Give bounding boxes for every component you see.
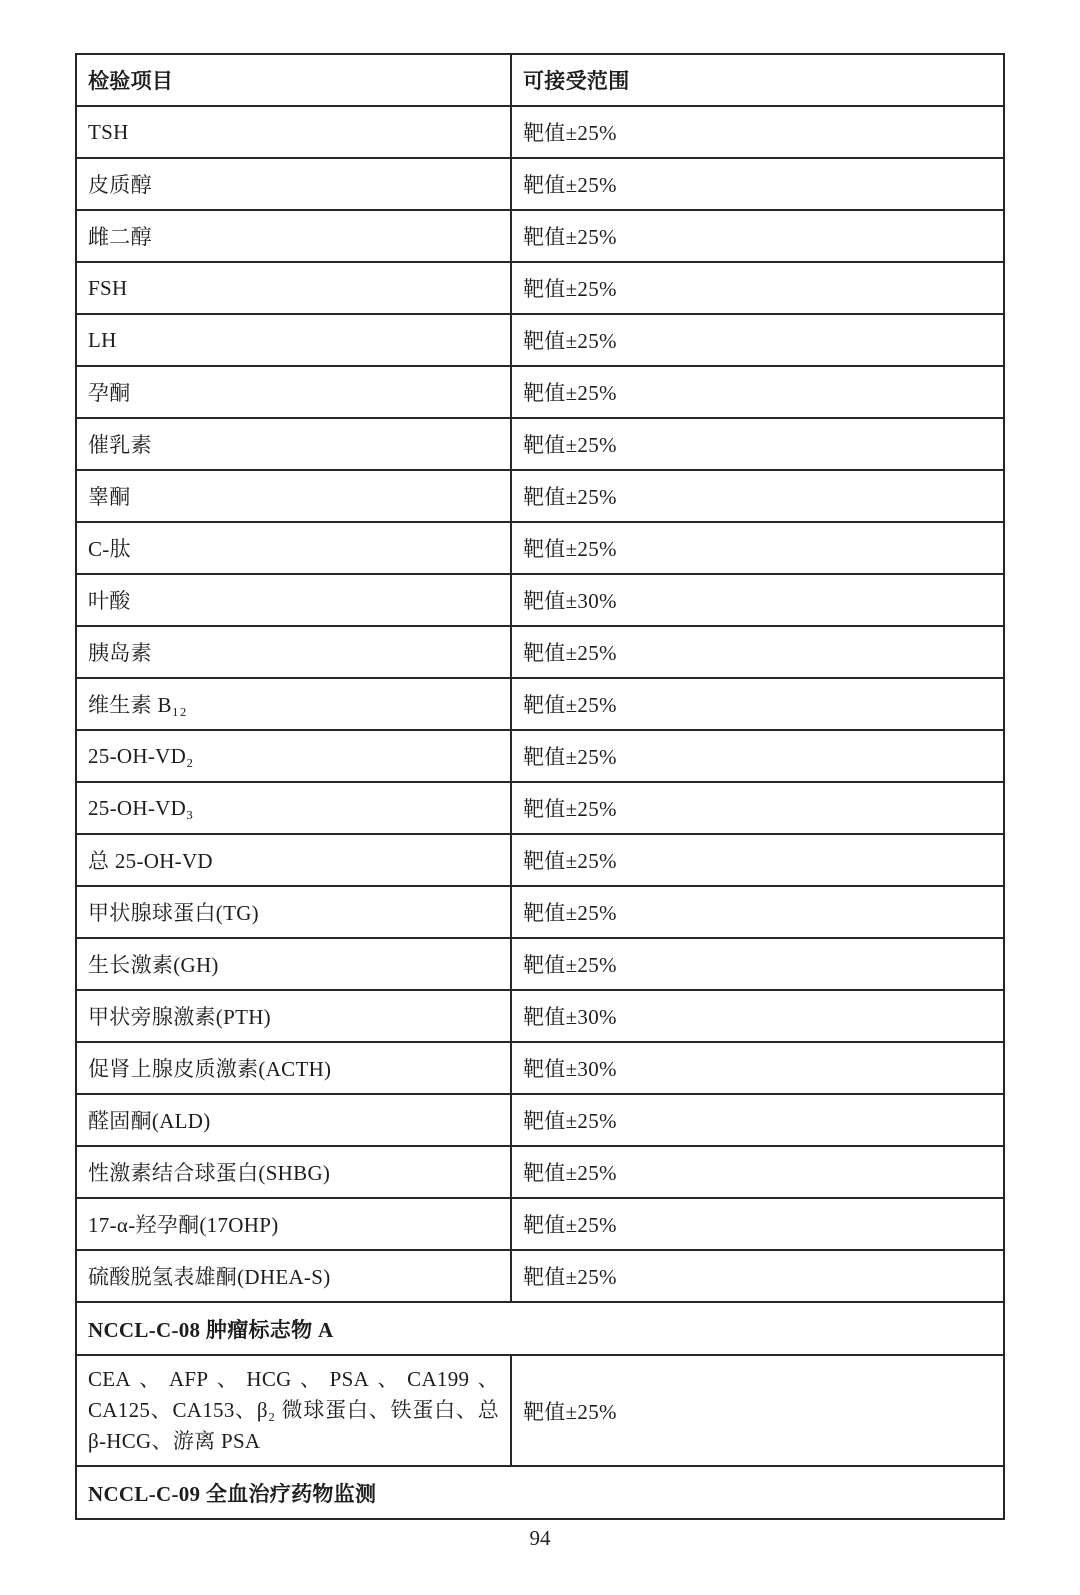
section-title: NCCL-C-09 全血治疗药物监测: [76, 1466, 1004, 1519]
acceptance-range-table: [75, 53, 1005, 1520]
column-header-acceptable-range: 可接受范围: [511, 54, 1004, 106]
section-row: [76, 1302, 1004, 1355]
table-row: [76, 574, 1004, 626]
acceptable-range-cell: 靶值±25%: [511, 314, 1004, 366]
test-item-cell: CEA、AFP、HCG、PSA、CA199、CA125、CA153、β₂ 微球蛋白、铁蛋白、总 β-HCG、游离 PSA: [76, 1355, 511, 1466]
table-row: [76, 1355, 1004, 1466]
section-row: [76, 1466, 1004, 1519]
column-header-test-item: 检验项目: [76, 54, 511, 106]
test-item-cell: 雌二醇: [76, 210, 511, 262]
acceptable-range-cell: 靶值±30%: [511, 990, 1004, 1042]
test-item-cell: 醛固酮(ALD): [76, 1094, 511, 1146]
acceptable-range-cell: 靶值±25%: [511, 470, 1004, 522]
acceptable-range-cell: 靶值±25%: [511, 106, 1004, 158]
acceptable-range-cell: 靶值±25%: [511, 730, 1004, 782]
table-row: [76, 782, 1004, 834]
acceptable-range-cell: 靶值±25%: [511, 210, 1004, 262]
acceptable-range-cell: 靶值±25%: [511, 1198, 1004, 1250]
acceptable-range-cell: 靶值±25%: [511, 886, 1004, 938]
table-row: [76, 314, 1004, 366]
test-item-cell: 催乳素: [76, 418, 511, 470]
test-item-cell: 生长激素(GH): [76, 938, 511, 990]
test-item-cell: 皮质醇: [76, 158, 511, 210]
acceptable-range-cell: 靶值±25%: [511, 158, 1004, 210]
acceptable-range-cell: 靶值±30%: [511, 574, 1004, 626]
test-item-cell: LH: [76, 314, 511, 366]
table-row: [76, 106, 1004, 158]
acceptable-range-cell: 靶值±25%: [511, 938, 1004, 990]
table-row: [76, 470, 1004, 522]
page-number: 94: [529, 1526, 551, 1550]
test-item-cell: 25-OH-VD₂: [76, 730, 511, 782]
acceptable-range-cell: 靶值±25%: [511, 834, 1004, 886]
table-row: [76, 886, 1004, 938]
test-item-cell: FSH: [76, 262, 511, 314]
table-row: [76, 834, 1004, 886]
test-item-cell: 17-α-羟孕酮(17OHP): [76, 1198, 511, 1250]
acceptable-range-cell: 靶值±25%: [511, 418, 1004, 470]
table-row: [76, 1094, 1004, 1146]
acceptable-range-cell: 靶值±25%: [511, 1355, 1004, 1466]
acceptable-range-cell: 靶值±25%: [511, 782, 1004, 834]
test-item-cell: 25-OH-VD₃: [76, 782, 511, 834]
test-item-cell: 总 25-OH-VD: [76, 834, 511, 886]
table-row: [76, 678, 1004, 730]
test-item-cell: 叶酸: [76, 574, 511, 626]
test-item-cell: 性激素结合球蛋白(SHBG): [76, 1146, 511, 1198]
table-row: [76, 938, 1004, 990]
table-row: [76, 418, 1004, 470]
acceptable-range-cell: 靶值±25%: [511, 1146, 1004, 1198]
table-row: [76, 1198, 1004, 1250]
acceptable-range-cell: 靶值±25%: [511, 1250, 1004, 1302]
header-row: [76, 54, 1004, 106]
table-row: [76, 366, 1004, 418]
table-row: [76, 1250, 1004, 1302]
acceptable-range-cell: 靶值±25%: [511, 1094, 1004, 1146]
test-item-cell: TSH: [76, 106, 511, 158]
table-row: [76, 730, 1004, 782]
acceptable-range-cell: 靶值±25%: [511, 522, 1004, 574]
test-item-cell: 胰岛素: [76, 626, 511, 678]
table-body: [76, 106, 1004, 1519]
test-item-cell: 甲状腺球蛋白(TG): [76, 886, 511, 938]
acceptable-range-cell: 靶值±25%: [511, 262, 1004, 314]
test-item-cell: 孕酮: [76, 366, 511, 418]
table-row: [76, 522, 1004, 574]
test-item-cell: 睾酮: [76, 470, 511, 522]
test-item-cell: 维生素 B₁₂: [76, 678, 511, 730]
table-row: [76, 626, 1004, 678]
table-row: [76, 990, 1004, 1042]
test-item-cell: C-肽: [76, 522, 511, 574]
acceptable-range-cell: 靶值±25%: [511, 678, 1004, 730]
table-row: [76, 1042, 1004, 1094]
table-row: [76, 1146, 1004, 1198]
acceptable-range-cell: 靶值±30%: [511, 1042, 1004, 1094]
acceptable-range-cell: 靶值±25%: [511, 366, 1004, 418]
table-row: [76, 158, 1004, 210]
test-item-cell: 甲状旁腺激素(PTH): [76, 990, 511, 1042]
test-item-cell: 硫酸脱氢表雄酮(DHEA-S): [76, 1250, 511, 1302]
acceptable-range-cell: 靶值±25%: [511, 626, 1004, 678]
table-row: [76, 210, 1004, 262]
section-title: NCCL-C-08 肿瘤标志物 A: [76, 1302, 1004, 1355]
table-row: [76, 262, 1004, 314]
test-item-cell: 促肾上腺皮质激素(ACTH): [76, 1042, 511, 1094]
